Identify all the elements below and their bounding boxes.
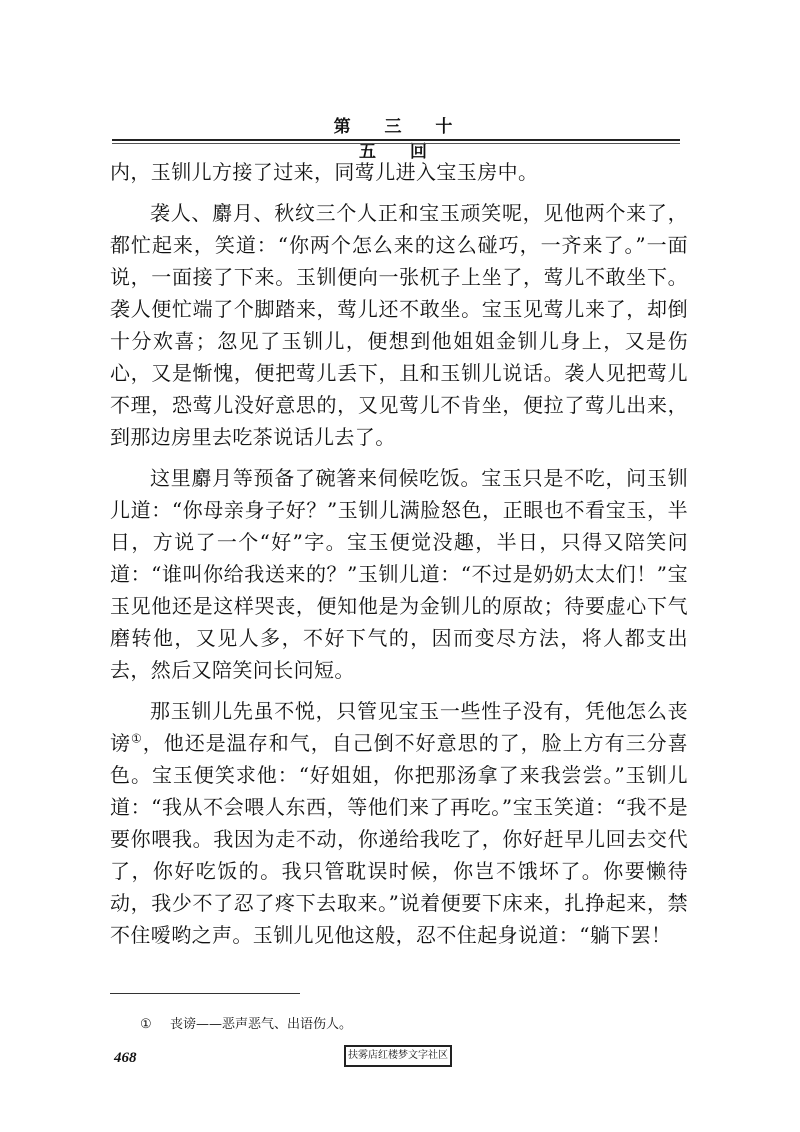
paragraph-3: 这里麝月等预备了碗箸来伺候吃饭。宝玉只是不吃，问玉钏儿道：“你母亲身子好？”玉钏儿满脸怒色，正眼也不看宝玉，半日，方说了一个“好”字。宝玉便觉没趣，半日，只得又陪笑问道：“谁叫你给我送来的？”玉钏儿道：“不过是奶奶太太们！”宝玉见他还是这样哭丧，便知他是为金钏儿的原故；待要虚心下气磨转他，又见人多，不好下气的，因而变尽方法，将人都支出去，然后又陪笑问长问短。 xyxy=(110,466,688,682)
footnote xyxy=(140,1016,352,1034)
footnote-number: ① xyxy=(140,1017,152,1032)
footnote-text: 丧谤——恶声恶气、出语伤人。 xyxy=(170,1017,353,1032)
paragraph-1: 内，玉钏儿方接了过来，同莺儿进入宝玉房中。 xyxy=(110,160,539,184)
paragraph-4 xyxy=(110,695,688,951)
footnote-rule xyxy=(110,993,300,994)
page-number: 468 xyxy=(114,1050,137,1066)
body-text xyxy=(110,156,688,951)
paragraph-4-part-b: ，他还是温存和气，自己倒不好意思的了，脸上方有三分喜色。宝玉便笑求他：“好姐姐，你把那汤拿了来我尝尝。”玉钏儿道：“我从不会喂人东西，等他们来了再吃。”宝玉笑道：“我不是要你喂我。我因为走不动，你递给我吃了，你好赶早儿回去交代了，你好吃饭的。我只管耽误时候，你岂不饿坏了。你要懒待动，我少不了忍了疼下去取来。”说着便要下床来，扎挣起来，禁不住嗳哟之声。玉钏儿见他这般，忍不住起身说道：“躺下罢！ xyxy=(110,731,688,947)
header-rule-thin xyxy=(112,143,680,144)
paragraph-4-part-a: 那玉钏儿先虽不悦，只管见宝玉一些性子没有，凭他怎么丧谤 xyxy=(110,699,688,755)
header-rule xyxy=(112,139,680,141)
watermark-stamp: 扶雾店红楼梦文字社区 xyxy=(344,1045,452,1067)
paragraph-2: 袭人、麝月、秋纹三个人正和宝玉顽笑呢，见他两个来了，都忙起来，笑道：“你两个怎么来的这么碰巧，一齐来了。”一面说，一面接了下来。玉钏便向一张杌子上坐了，莺儿不敢坐下。袭人便忙端了个脚踏来，莺儿还不敢坐。宝玉见莺儿来了，却倒十分欢喜；忽见了玉钏儿，便想到他姐姐金钏儿身上，又是伤心，又是惭愧，便把莺儿丢下，且和玉钏儿说话。袭人见把莺儿不理，恐莺儿没好意思的，又见莺儿不肯坐，便拉了莺儿出来，到那边房里去吃茶说话儿去了。 xyxy=(110,201,688,449)
chapter-header: 第 三 十 五 回 xyxy=(333,117,467,162)
footnote-reference[interactable]: ① xyxy=(131,731,143,746)
